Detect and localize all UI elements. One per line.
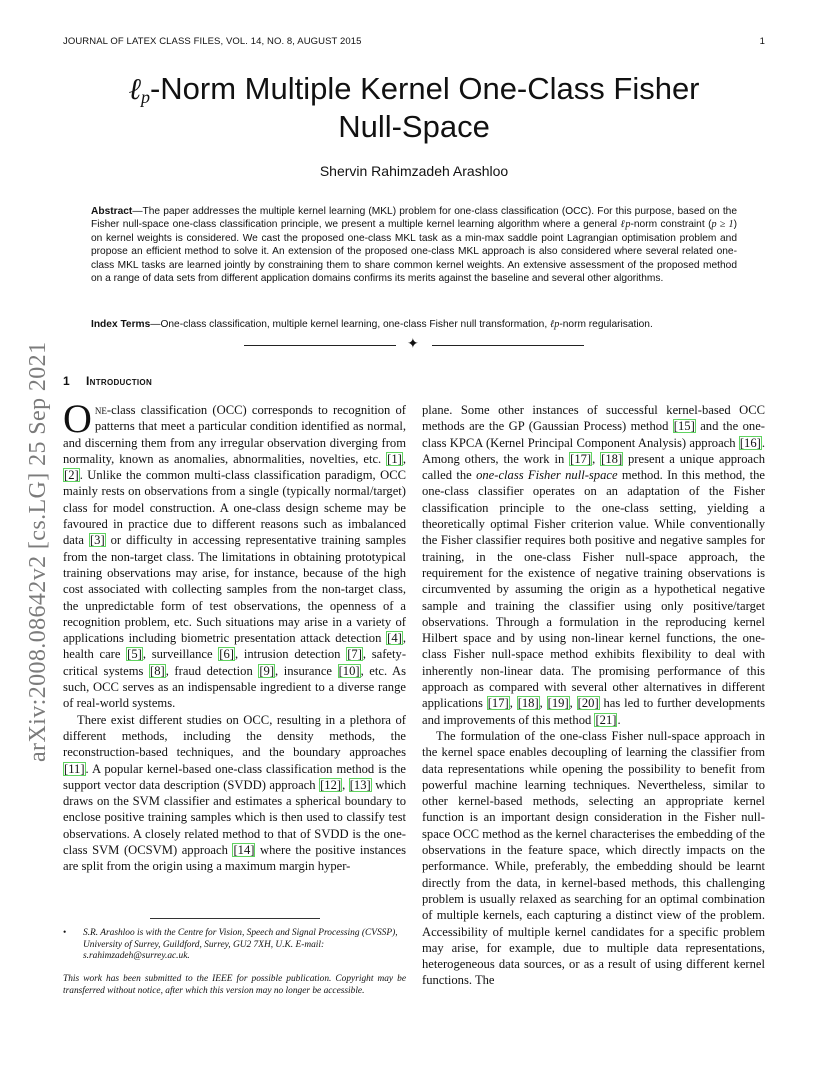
abstract-label: Abstract [91,206,133,217]
body-text: . [617,712,621,727]
divider-rule-left [244,345,396,346]
footnote-rule [150,918,320,919]
citation-link[interactable]: [10] [338,663,360,678]
body-text: , [592,451,601,466]
citation-link[interactable]: [4] [387,631,402,646]
left-column [63,396,407,875]
body-text: and the one-class KPCA (Kernel Principal Component Analysis) approach [422,419,765,450]
page-number: 1 [759,36,765,47]
body-text: , insurance [275,663,338,678]
body-text: , [509,696,517,711]
citation-link[interactable]: [18] [601,451,623,466]
copyright-notice: This work has been submitted to the IEEE for possible publication. Copyright may be transferred without notice, after which this version may no longer be accessible. [63,974,406,996]
section-title: Introduction [85,374,153,388]
divider-diamond-icon: ✦ [407,337,419,352]
index-terms-text: -norm regularisation. [559,319,653,330]
abstract-math-p: p ≥ 1 [711,219,734,231]
citation-link[interactable]: [13] [349,777,371,792]
citation-link[interactable]: [16] [739,435,761,450]
title-line-2: Null-Space [338,109,490,144]
body-text: . A popular kernel-based one-class classification method is the support vector data description (SVDD) approach [63,761,406,792]
author-footnote [63,928,406,963]
footnote-text: S.R. Arashloo is with the Centre for Vision, Speech and Signal Processing (CVSSP), University of Surrey, Guildford, Surrey, GU2 7XH, U.K. E-mail: s.rahimzadeh@surrey.ac.uk. [83,928,398,962]
body-text: , [539,696,547,711]
body-text: , surveillance [142,647,219,662]
title-line-1: -Norm Multiple Kernel One-Class Fisher [149,71,700,106]
citation-link[interactable]: [2] [64,468,79,483]
paper-title [63,70,765,145]
body-text: , fraud detection [165,663,259,678]
footnote-bullet: • [63,928,67,938]
drop-cap-continuation: ne [94,403,107,417]
section-heading [63,374,152,388]
index-terms [91,318,737,331]
body-text: -class classification (OCC) corresponds to recognition of patterns that meet a particular condition identified as normal, and discerning them from any irregular observation diverging from normality, known as anomalies, abnormalities, novelties, etc. [63,403,406,466]
body-text: , [569,696,577,711]
section-number: 1 [63,374,70,388]
body-text: , [402,451,406,466]
index-terms-text: —One-class classification, multiple kernel learning, one-class Fisher null transformation, [150,319,551,330]
body-text: There exist different studies on OCC, resulting in a plethora of different methods, including the density methods, the reconstruction-based techniques, and the boundary approaches [63,712,406,760]
arxiv-stamp[interactable]: arXiv:2008.08642v2 [cs.LG] 25 Sep 2021 [25,341,51,762]
body-text: , intrusion detection [234,647,347,662]
body-text: present a unique approach called the [422,451,766,483]
citation-link[interactable]: [11] [64,761,85,776]
body-text: . Unlike the common multi-class classification paradigm, OCC mainly rests on observations from a single (typically normal/target) class for model construction. A one-class design scheme may be favoured in practice due to different reasons such as imbalanced data [63,468,406,548]
citation-link[interactable]: [1] [387,451,402,466]
body-text: . Among others, the work in [422,435,765,466]
section-divider [244,337,584,353]
abstract-text: —The paper addresses the multiple kernel learning (MKL) problem for one-class classification (OCC). For this purpose, based on the Fisher null-space one-class classification principle, we present a multiple kernel learning algorithm where a general [91,206,737,231]
author-name: Shervin Rahimzadeh Arashloo [319,163,509,179]
body-text: which draws on the SVM classifier and estimates a spherical boundary to enclose positive training samples which is then used to classify test observations. A closely related method to that of SVDD is the one-class SVM (OCSVM) approach [63,777,407,858]
citation-link[interactable]: [9] [259,663,275,678]
running-header [63,36,765,50]
citation-link[interactable]: [19] [547,696,569,711]
drop-cap: O [63,396,92,441]
citation-link[interactable]: [17] [570,451,592,466]
body-text: , safety-critical systems [63,647,407,678]
title-subscript: p [140,87,150,107]
abstract-text: -norm constraint ( [630,219,712,231]
body-text: or difficulty in accessing representative training samples from the non-target class. The limitations in obtaining prototypical training observations may arise, for instance, because of the high cost associated with collecting samples from the non-target class, the unpredictable form of test observations, the openness of a recognition problem, etc. Such situations may arise in a variety of applications including biometric presentation attack detection [63,533,406,646]
citation-link[interactable]: [18] [517,696,539,711]
abstract-text: ) on kernel weights is considered. We cast the proposed one-class MKL task as a min-max saddle point Lagrangian optimisation problem and propose an efficient method to solve it. An extension of the proposed one-class MKL approach is also considered where several related one-class MKL tasks are learned jointly by constraining them to share common kernel weights. An extensive assessment of the proposed method on a range of data sets from different application domains confirms its merits against the baseline and several other algorithms. [91,219,738,285]
intro-paragraph-3 [422,402,765,728]
body-text: , etc. As such, OCC serves as an indispensable ingredient to a diverse range of real-world systems. [63,663,407,711]
intro-paragraph-2 [63,712,406,875]
citation-link[interactable]: [21] [595,712,617,727]
body-text: plane. Some other instances of successful kernel-based OCC methods are the GP (Gaussian Process) method [422,403,765,434]
citation-link[interactable]: [12] [320,777,342,792]
body-text: , health care [63,631,406,662]
journal-name: JOURNAL OF LATEX CLASS FILES, VOL. 14, NO. 8, AUGUST 2015 [63,36,362,47]
body-text: , [342,777,349,792]
index-terms-label: Index Terms [91,319,151,330]
intro-paragraph-1 [63,396,407,712]
citation-link[interactable]: [15] [673,419,695,434]
right-column [422,402,765,989]
index-terms-math: ℓp [550,319,560,330]
body-text: has led to further developments and improvements of this method [422,696,766,727]
abstract-math-lp: ℓp [620,219,631,231]
citation-link[interactable]: [17] [487,696,509,711]
citation-link[interactable]: [3] [89,533,105,548]
citation-link[interactable]: [8] [150,663,165,678]
citation-link[interactable]: [20] [577,696,599,711]
citation-link[interactable]: [7] [347,647,362,662]
emphasized-term: one-class Fisher null-space [476,468,618,483]
citation-link[interactable]: [6] [219,647,234,662]
title-ell-symbol: ℓ [128,73,141,106]
divider-rule-right [432,345,584,346]
body-text: method. In this method, the one-class classifier operates on an adaptation of the Fisher classification principle to the one-class setting, yielding a theoretically optimal Fisher criterion value. While conventionally the Fisher classifier requires both positive and negative samples for training, in the one-class Fisher null-space approach, the requirement for the existence of negative training observations is circumvented by assuming the origin as a hypothetical negative sample and training the classifier using only positive/target observations. Through a formulation in the reproducing kernel Hilbert space and by using non-linear kernel functions, the one-class Fisher null-space method exhibits flexibility to deal with inherently non-linear data. The promising performance of this approach as compared with several other alternatives in different applications [422,468,766,711]
body-text: where the positive instances are split from the origin using a maximum margin hyper- [63,843,406,874]
intro-paragraph-4: The formulation of the one-class Fisher null-space approach in the kernel space enables decoupling of learning the classifier from data representations while opening the possibility to benefit from powerful machine learning techniques. Nevertheless, similar to other kernel-based methods, selecting an appropriate kernel function is an important design consideration in the Fisher null-space OCC method as the kernel characterises the embedding of the observations in the feature space, which directly impacts on the performance. While, preferably, the embedding should be learnt directly from the data, in kernel-based methods, this challenging problem is usually relaxed as searching for an optimal combination of multiple kernels, each capturing a distinct view of the problem. Accessibility of multiple kernel candidates for a specific problem may arise, for example, due to multiple data representations, heterogeneous data sources, or as a result of using different kernel functions. The [422,728,765,988]
citation-link[interactable]: [14] [233,843,255,858]
abstract [91,205,737,285]
citation-link[interactable]: [5] [127,647,142,662]
